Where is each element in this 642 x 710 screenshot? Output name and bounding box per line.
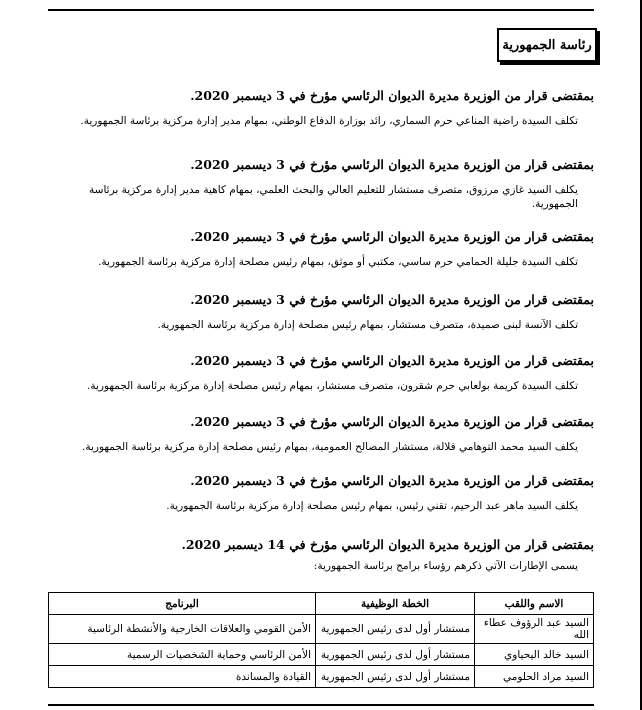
decree-text: تكلف السيدة راضية المناعي حرم السماري، رائد بوزارة الدفاع الوطني، بمهام مدير إدارة مركزية برئاسة الجمهورية. [80, 115, 578, 127]
decree-heading: بمقتضى قرار من الوزيرة مديرة الديوان الرئاسي مؤرخ في 3 ديسمبر 2020. [190, 353, 594, 368]
cell-position: مستشار أول لدى رئيس الجمهورية [316, 666, 475, 688]
decree-heading: بمقتضى قرار من الوزيرة مديرة الديوان الرئاسي مؤرخ في 3 ديسمبر 2020. [190, 292, 594, 307]
cell-position: مستشار أول لدى رئيس الجمهورية [316, 615, 475, 644]
decree-text: يكلف السيد ماهر عبد الرحيم، تقني رئيس، بمهام رئيس مصلحة إدارة مركزية برئاسة الجمهورية. [166, 500, 578, 512]
decree-text: تكلف الآنسة لبنى صميدة، متصرف مستشار، بمهام رئيس مصلحة إدارة مركزية برئاسة الجمهورية. [157, 319, 578, 331]
top-rule [48, 9, 594, 11]
decree-heading: بمقتضى قرار من الوزيرة مديرة الديوان الرئاسي مؤرخ في 3 ديسمبر 2020. [190, 229, 594, 244]
decree-text: يسمى الإطارات الآتي ذكرهم رؤساء برامج برئاسة الجمهورية: [313, 560, 578, 572]
cell-name: السيد مراد الحلومي [475, 666, 594, 688]
cell-name: السيد خالد اليحياوي [475, 644, 594, 666]
decree-heading: بمقتضى قرار من الوزيرة مديرة الديوان الرئاسي مؤرخ في 3 ديسمبر 2020. [190, 88, 594, 103]
decree-7 [74, 473, 594, 513]
table-row [49, 615, 594, 644]
column-header-program: البرنامج [49, 593, 316, 615]
decree-2 [74, 157, 594, 211]
decree-1 [74, 88, 594, 128]
cell-program: القيادة والمساندة [49, 666, 316, 688]
decree-heading: بمقتضى قرار من الوزيرة مديرة الديوان الرئاسي مؤرخ في 3 ديسمبر 2020. [190, 473, 594, 488]
cell-program: الأمن القومي والعلاقات الخارجية والأنشطة الرئاسية [49, 615, 316, 644]
decree-5 [74, 353, 594, 393]
program-heads-table [48, 592, 594, 688]
cell-position: مستشار أول لدى رئيس الجمهورية [316, 644, 475, 666]
decree-8 [74, 537, 594, 573]
section-title: رئاسة الجمهورية [502, 37, 592, 53]
decree-3 [74, 229, 594, 269]
decree-text: يكلف السيد غازي مرزوق، متصرف مستشار للتعليم العالي والبحث العلمي، بمهام كاهية مدير إدارة مركزية برئاسة الجمهورية. [89, 184, 578, 210]
cell-program: الأمن الرئاسي وحماية الشخصيات الرسمية [49, 644, 316, 666]
decree-heading: بمقتضى قرار من الوزيرة مديرة الديوان الرئاسي مؤرخ في 14 ديسمبر 2020. [181, 537, 594, 552]
decree-6 [74, 414, 594, 454]
cell-name: السيد عبد الرؤوف عطاء الله [475, 615, 594, 644]
decree-text: تكلف السيدة كريمة بولعابي حرم شقرون، متصرف مستشار، بمهام رئيس مصلحة إدارة مركزية برئاسة الجمهورية. [87, 380, 578, 392]
column-header-position: الخطة الوظيفية [316, 593, 475, 615]
decree-text: يكلف السيد محمد التوهامي قلالة، مستشار المصالح العمومية، بمهام رئيس مصلحة إدارة مركزية برئاسة الجمهورية. [81, 441, 578, 453]
decree-heading: بمقتضى قرار من الوزيرة مديرة الديوان الرئاسي مؤرخ في 3 ديسمبر 2020. [190, 157, 594, 172]
decree-4 [74, 292, 594, 332]
section-title-box [497, 28, 597, 62]
table-header-row [49, 593, 594, 615]
decree-heading: بمقتضى قرار من الوزيرة مديرة الديوان الرئاسي مؤرخ في 3 ديسمبر 2020. [190, 414, 594, 429]
column-header-name: الاسم واللقب [475, 593, 594, 615]
decree-text: تكلف السيدة جليلة الحمامي حرم ساسي، مكتبي أو موثق، بمهام رئيس مصلحة إدارة مركزية برئاسة الجمهورية. [98, 256, 578, 268]
table-row [49, 644, 594, 666]
table-row [49, 666, 594, 688]
bottom-rule [48, 704, 594, 706]
